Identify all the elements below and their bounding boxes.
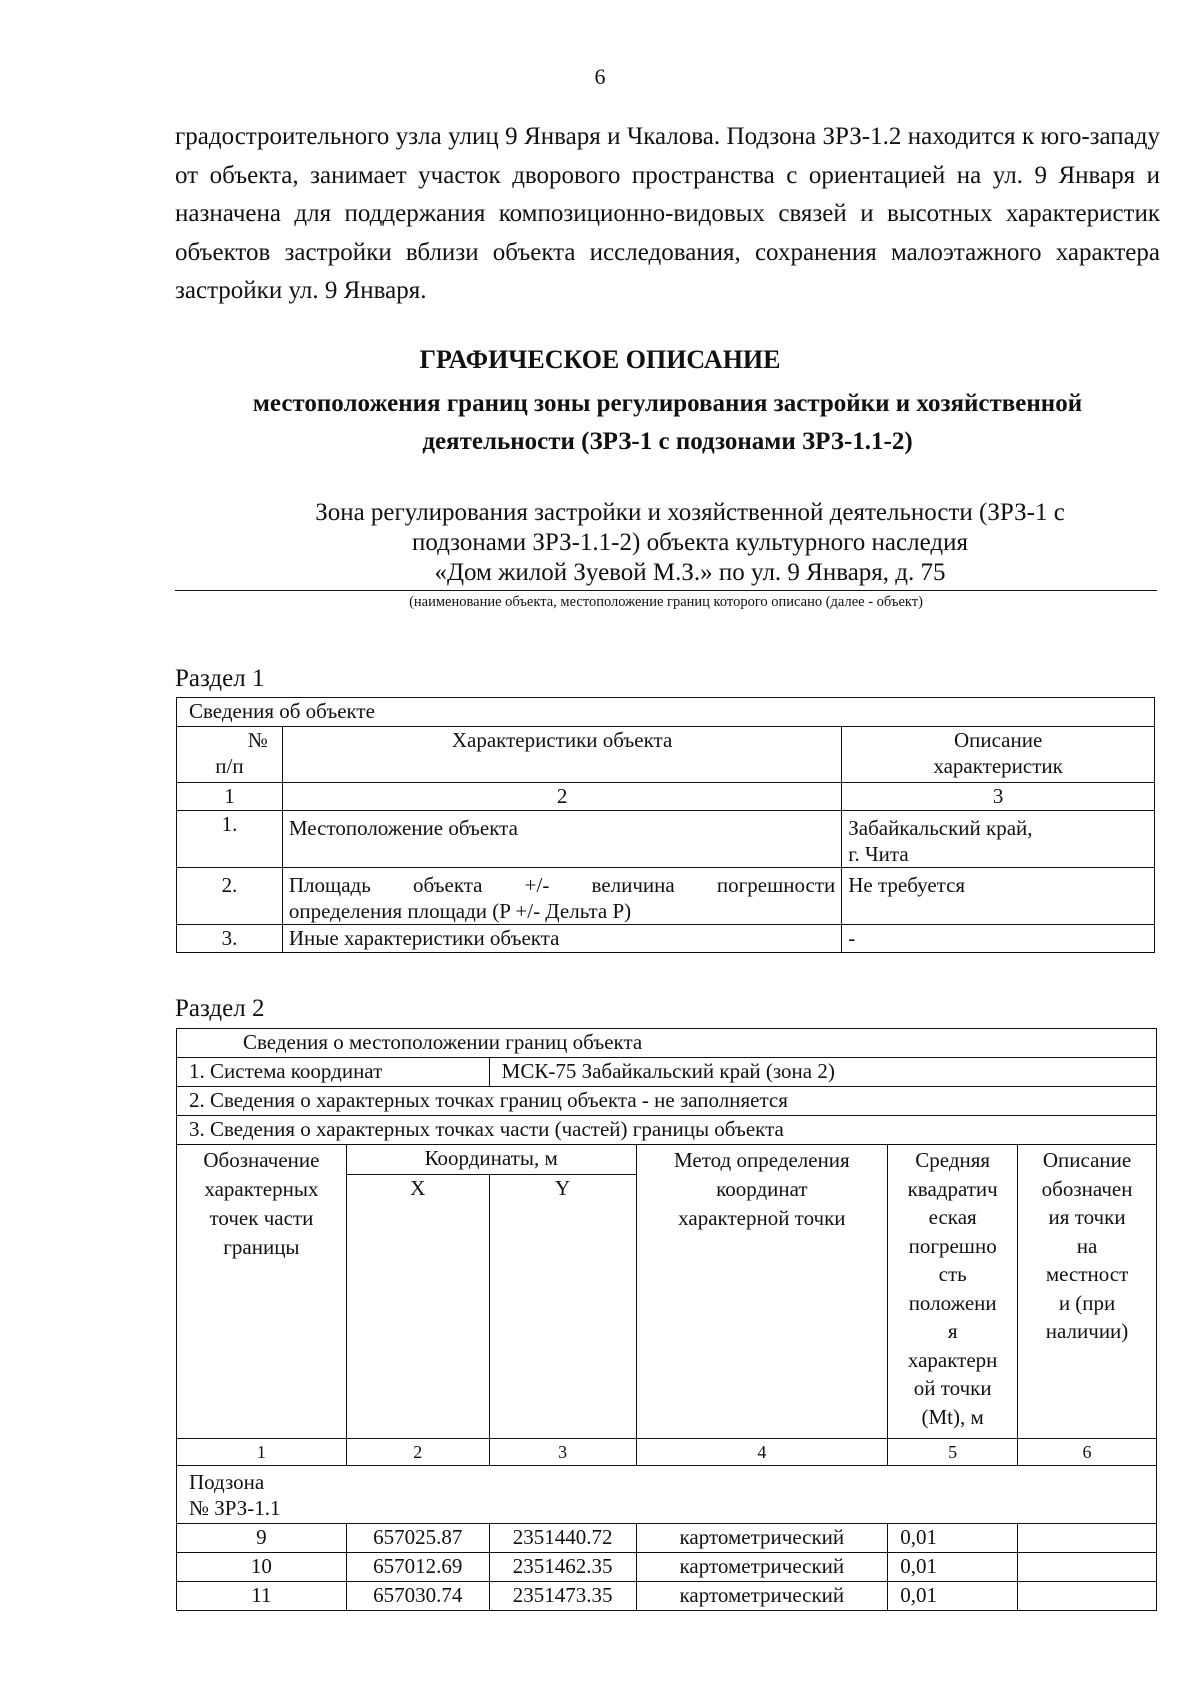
item-3: 3. Сведения о характерных точках части (частей) границы объекта bbox=[177, 1116, 1157, 1145]
object-info-table bbox=[176, 697, 1155, 953]
column-numbers-row: 1 2 3 bbox=[177, 783, 1155, 811]
table-row: 2. Площадь объекта +/- величина погрешности определения площади (P +/- Дельта P) Не требуется bbox=[177, 868, 1155, 925]
subzone-row bbox=[177, 1466, 1157, 1524]
intro-paragraph: градостроительного узла улиц 9 Января и Чкалова. Подзона ЗРЗ-1.2 находится к юго-западу от объекта, занимает участок дворового пространства с ориентацией на ул. 9 Января и назначена для поддержания композиционно-видовых связей и высотных характеристик объектов застройки вблизи объекта исследования, сохранения малоэтажного характера застройки ул. 9 Января. bbox=[175, 123, 1160, 304]
document-subheading: местоположения границ зоны регулирования застройки и хозяйственной деятельности (ЗРЗ-1 с подзонами ЗРЗ-1.1-2) bbox=[252, 390, 1083, 455]
table-row: 10 657012.69 2351462.35 картометрический 0,01 bbox=[177, 1553, 1157, 1582]
table-header-row bbox=[177, 727, 1155, 783]
header-coordinates: Координаты, м bbox=[346, 1145, 636, 1175]
table-title: Сведения об объекте bbox=[177, 698, 1155, 727]
page-number: 6 bbox=[594, 64, 606, 89]
header-description: Описание характеристик bbox=[842, 727, 1155, 783]
table-row: 11 657030.74 2351473.35 картометрический 0,01 bbox=[177, 1582, 1157, 1611]
boundaries-table bbox=[176, 1028, 1157, 1611]
header-y: Y bbox=[489, 1175, 636, 1439]
section-1-title: Раздел 1 bbox=[175, 665, 265, 692]
object-name-line-3: «Дом жилой Зуевой М.З.» по ул. 9 Января, д. 75 bbox=[434, 559, 946, 586]
subzone-label: Подзона bbox=[189, 1470, 265, 1494]
object-name-line-1: Зона регулирования застройки и хозяйственной деятельности (ЗРЗ-1 с bbox=[315, 499, 1065, 526]
document-heading: ГРАФИЧЕСКОЕ ОПИСАНИЕ bbox=[419, 345, 781, 374]
header-method: Метод определения координат характерной точки bbox=[636, 1145, 888, 1439]
header-point-designation: Обозначение характерных точек части границы bbox=[177, 1145, 347, 1439]
object-name-line-2: подзонами ЗРЗ-1.1-2) объекта культурного наследия bbox=[412, 529, 968, 556]
section-2-title: Раздел 2 bbox=[175, 995, 265, 1022]
table-row: 1. Местоположение объекта Забайкальский край, г. Чита bbox=[177, 811, 1155, 868]
object-name-underline bbox=[175, 590, 1157, 591]
table-row: 3. Иные характеристики объекта - bbox=[177, 925, 1155, 953]
header-point-description: Описание обозначен ия точки на местност и (при наличии) bbox=[1018, 1145, 1157, 1439]
subzone-number: № ЗРЗ-1.1 bbox=[189, 1496, 281, 1520]
header-characteristics: Характеристики объекта bbox=[282, 727, 841, 783]
header-x: X bbox=[346, 1175, 489, 1439]
table-header-row bbox=[177, 1145, 1157, 1175]
header-num: № п/п bbox=[177, 727, 283, 783]
object-name bbox=[240, 498, 1140, 588]
table-title: Сведения о местоположении границ объекта bbox=[177, 1029, 1157, 1058]
coordinate-system-row: 1. Система координат МСК-75 Забайкальский край (зона 2) bbox=[177, 1058, 1157, 1087]
object-name-caption: (наименование объекта, местоположение границ которого описано (далее - объект) bbox=[409, 594, 923, 610]
table-row: 9 657025.87 2351440.72 картометрический 0,01 bbox=[177, 1524, 1157, 1553]
header-mean-error: Средняя квадратич еская погрешно сть положени я характерн ой точки (Mt), м bbox=[888, 1145, 1018, 1439]
column-numbers-row: 1 2 3 4 5 6 bbox=[177, 1439, 1157, 1466]
item-2: 2. Сведения о характерных точках границ объекта - не заполняется bbox=[177, 1087, 1157, 1116]
